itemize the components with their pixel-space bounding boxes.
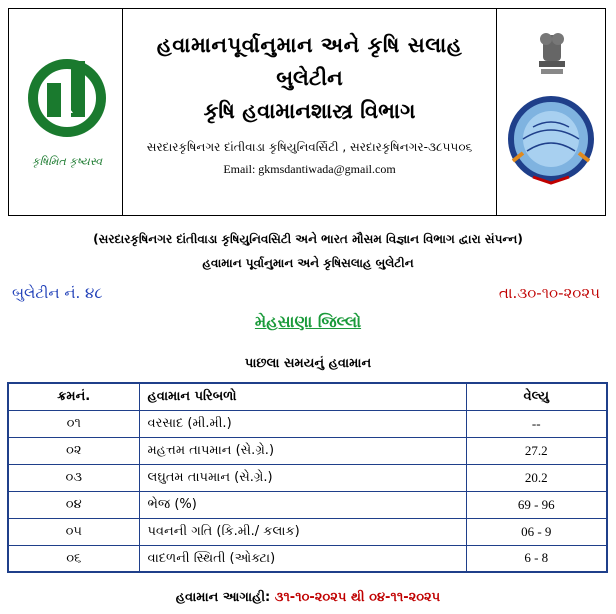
table-row: [8, 545, 607, 572]
header-title-cell: [123, 9, 497, 215]
row-value: 20.2: [466, 464, 607, 491]
row-sr-no: ૦૧: [8, 410, 139, 437]
row-value: 69 - 96: [466, 491, 607, 518]
university-logo-icon: [27, 53, 107, 143]
subheading-bulletin: હવામાન પૂર્વાનુમાન અને કૃષિસલાહ બુલેટીન: [202, 256, 414, 270]
table-row: [8, 491, 607, 518]
row-sr-no: ૦૨: [8, 437, 139, 464]
row-sr-no: ૦૩: [8, 464, 139, 491]
logo-caption: કૃષિમિત કૃષ્યસ્વ: [31, 155, 103, 168]
table-row: [8, 464, 607, 491]
table-header-row: [8, 383, 607, 410]
row-sr-no: ૦૬: [8, 545, 139, 572]
row-parameter: પવનની ગતિ (કિ.મી./ કલાક): [139, 518, 466, 545]
bulletin-date: તા.૩૦-૧૦-૨૦૨૫: [498, 284, 600, 302]
forecast-dates: ૩૧-૧૦-૨૦૨૫ થી ૦૪-૧૧-૨૦૨૫: [274, 590, 441, 605]
header-address: સરદારકૃષિનગર દાંતીવાડા કૃષિયુનિવર્સિટી , સરદારકૃષિનગર-૩૮૫૫૦૬: [146, 140, 473, 154]
bulletin-number: બુલેટીન નં. ૪૮: [12, 284, 103, 302]
header-value: વેલ્યુ: [466, 383, 607, 410]
row-value: 27.2: [466, 437, 607, 464]
row-value: --: [466, 410, 607, 437]
row-parameter: ભેજ (%): [139, 491, 466, 518]
bulletin-header: [8, 8, 606, 216]
district-name: મેહસાણા જિલ્લો: [254, 312, 362, 331]
header-email: Email: gkmsdantiwada@gmail.com: [223, 162, 396, 176]
row-parameter: વરસાદ (મી.મી.): [139, 410, 466, 437]
table-row: [8, 437, 607, 464]
past-weather-title: પાછલા સમયનું હવામાન: [244, 356, 372, 371]
forecast-period: [0, 590, 616, 605]
table-row: [8, 410, 607, 437]
row-sr-no: ૦૪: [8, 491, 139, 518]
row-value: 6 - 8: [466, 545, 607, 572]
header-sr-no: ક્રમનં.: [8, 383, 139, 410]
left-logo-cell: [9, 9, 123, 215]
header-title-line1: હવામાનપૂર્વાનુમાન અને કૃષિ સલાહ: [156, 33, 463, 57]
subheading-institutions: (સરદારકૃષિનગર દાંતીવાડા કૃષિયુનિવસિટી અને ભારત મૌસમ વિજ્ઞાન વિભાગ દ્વારા સંપન્ન): [93, 232, 523, 246]
national-emblem-icon: [535, 29, 569, 79]
row-sr-no: ૦૫: [8, 518, 139, 545]
table-row: [8, 518, 607, 545]
past-weather-table: [7, 382, 608, 573]
header-title-line2: બુલેટીન: [276, 66, 343, 90]
header-title-line3: કૃષિ હવામાનશાસ્ત્ર વિભાગ: [203, 99, 416, 123]
forecast-label: હવામાન આગાહી:: [175, 590, 275, 605]
imd-logo-icon: [503, 91, 599, 187]
row-parameter: મહત્તમ તાપમાન (સે.ગ્રે.): [139, 437, 466, 464]
row-parameter: વાદળની સ્થિતી (ઓક્ટા): [139, 545, 466, 572]
row-value: 06 - 9: [466, 518, 607, 545]
header-parameter: હવામાન પરિબળો: [139, 383, 466, 410]
district-title: [0, 312, 616, 332]
right-logo-cell: [497, 9, 605, 215]
row-parameter: લઘુતમ તાપમાન (સે.ગ્રે.): [139, 464, 466, 491]
